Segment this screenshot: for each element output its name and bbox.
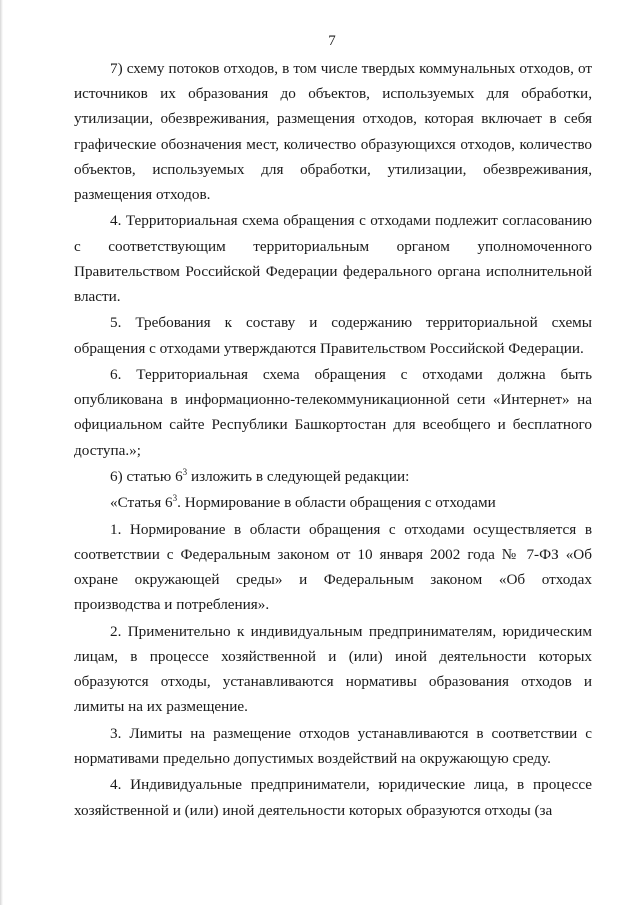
article-title-end: . Нормирование в области обращения с отходами bbox=[177, 494, 496, 512]
article-title-start: «Статья 6 bbox=[110, 494, 173, 512]
amendment-text-start: 6) статью 6 bbox=[110, 468, 183, 485]
paragraph-5-requirements: 5. Требования к составу и содержанию территориальной схемы обращения с отходами утверждаются Правительством Российской Федерации. bbox=[74, 314, 592, 357]
amendment-text-end: изложить в следующей редакции: bbox=[187, 468, 410, 485]
paragraph-6-publication: 6. Территориальная схема обращения с отходами должна быть опубликована в информационно-телекоммуникационной сети «Интернет» на официальном сайте Республики Башкортостан для всеобщего и бесплатного доступа.»; bbox=[74, 366, 592, 459]
article-title-superscript: 3 bbox=[172, 493, 178, 504]
amendment-instruction bbox=[74, 464, 592, 489]
scan-edge-shadow bbox=[0, 0, 3, 905]
article-paragraph-1: 1. Нормирование в области обращения с отходами осуществляется в соответствии с Федеральным законом от 10 января 2002 года № 7-ФЗ «Об охране окружающей среды» и Федеральным законом «Об отходах производства и потребления». bbox=[74, 520, 592, 614]
amendment-superscript: 3 bbox=[182, 467, 188, 477]
page-number: 7 bbox=[328, 33, 336, 49]
article-paragraph-4: 4. Индивидуальные предприниматели, юридические лица, в процессе хозяйственной и (или) иной деятельности которых образуются отходы (за bbox=[74, 776, 592, 819]
paragraph-item-7-scheme: 7) схему потоков отходов, в том числе твердых коммунальных отходов, от источников их образования до объектов, используемых для обработки, утилизации, обезвреживания, размещения отходов, которая включает в себя графические обозначения мест, количество образующихся отходов, количество объектов, используемых для обработки, утилизации, обезвреживания, размещения отходов. bbox=[74, 60, 592, 204]
article-title bbox=[74, 490, 592, 515]
paragraph-4-approval: 4. Территориальная схема обращения с отходами подлежит согласованию с соответствующим территориальным органом уполномоченного Правительством Российской Федерации федерального органа исполнительной власти. bbox=[74, 212, 592, 306]
document-body bbox=[74, 56, 592, 824]
article-paragraph-3: 3. Лимиты на размещение отходов устанавливаются в соответствии с нормативами предельно допустимых воздействий на окружающую среду. bbox=[74, 724, 592, 767]
article-paragraph-2: 2. Применительно к индивидуальным предпринимателям, юридическим лицам, в процессе хозяйственной и (или) иной деятельности которых образуются отходы, устанавливаются нормативы образования отходов и лимиты на их размещение. bbox=[74, 622, 592, 716]
